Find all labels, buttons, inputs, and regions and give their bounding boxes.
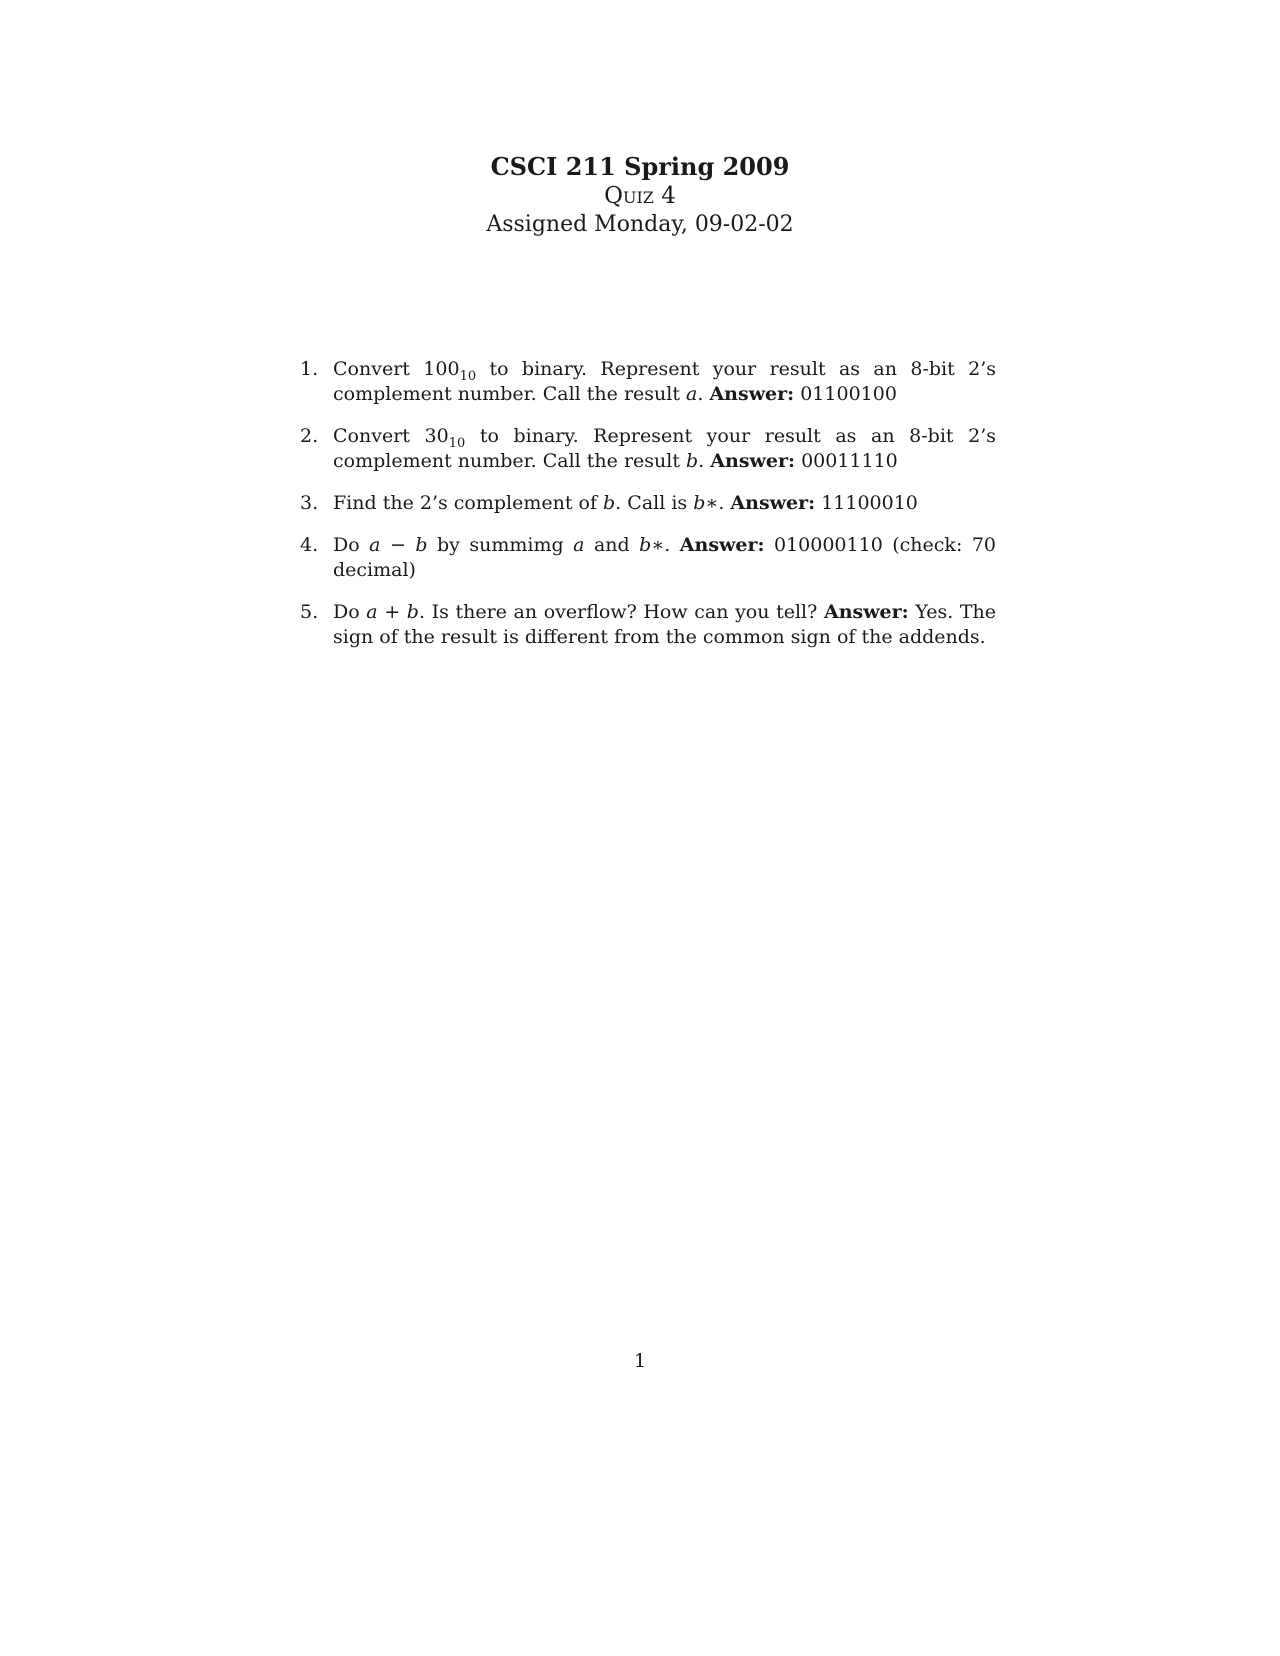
math-expression: a + b: [366, 601, 419, 623]
question-text: .: [698, 450, 705, 472]
question-text: . Call is: [615, 492, 694, 514]
question-list: [300, 357, 996, 667]
answer-text: 01100100: [800, 383, 897, 405]
quiz-title: Quiz 4: [604, 183, 676, 209]
question-number: 4.: [300, 534, 319, 556]
question-text: Convert: [333, 358, 424, 380]
math-expression: a − b: [369, 534, 428, 556]
question-text: .: [718, 492, 725, 514]
question-text: Do: [333, 534, 370, 556]
question-text: by summimg: [427, 534, 574, 556]
question-text: Find the 2’s complement of: [333, 492, 604, 514]
question-number: 2.: [300, 425, 319, 447]
answer-text: Yes. The sign of the result is different from the common sign of the addends.: [333, 601, 997, 648]
question-3: [300, 491, 996, 516]
answer-label: Answer:: [679, 534, 765, 556]
question-text: .: [697, 383, 704, 405]
variable: a: [686, 383, 698, 405]
answer-label: Answer:: [730, 492, 816, 514]
question-number: 3.: [300, 492, 319, 514]
question-text: and: [584, 534, 640, 556]
number-base: 10: [448, 435, 466, 451]
answer-text: 11100010: [821, 492, 918, 514]
number-value: 100: [423, 358, 460, 380]
answer-label: Answer:: [709, 383, 795, 405]
question-2: [300, 424, 996, 474]
answer-text: 00011110: [801, 450, 898, 472]
answer-label: Answer:: [710, 450, 796, 472]
answer-text: 010000110 (check: 70 decimal): [333, 534, 996, 581]
variable: b: [603, 492, 616, 514]
question-number: 1.: [300, 358, 319, 380]
variable: a: [573, 534, 585, 556]
question-text: to binary. Represent your result as an 8-bit 2’s complement number. Call the result: [333, 425, 996, 472]
page-number: 1: [633, 1350, 647, 1372]
answer-label: Answer:: [823, 601, 909, 623]
variable: b∗: [693, 492, 719, 514]
number-base: 10: [459, 368, 477, 384]
number-value: 30: [424, 425, 449, 447]
question-text: Convert: [333, 425, 425, 447]
assigned-date: Assigned Monday, 09-02-02: [486, 212, 794, 237]
question-1: [300, 357, 996, 407]
variable: b∗: [639, 534, 665, 556]
question-text: .: [664, 534, 671, 556]
question-text: to binary. Represent your result as an 8-bit 2’s complement number. Call the result: [333, 358, 996, 405]
question-5: [300, 600, 996, 650]
course-title: CSCI 211 Spring 2009: [490, 152, 790, 181]
question-text: Do: [333, 601, 367, 623]
document-header: [0, 152, 1280, 239]
variable: b: [686, 450, 699, 472]
question-text: . Is there an overflow? How can you tell?: [418, 601, 818, 623]
question-4: [300, 533, 996, 583]
question-number: 5.: [300, 601, 319, 623]
